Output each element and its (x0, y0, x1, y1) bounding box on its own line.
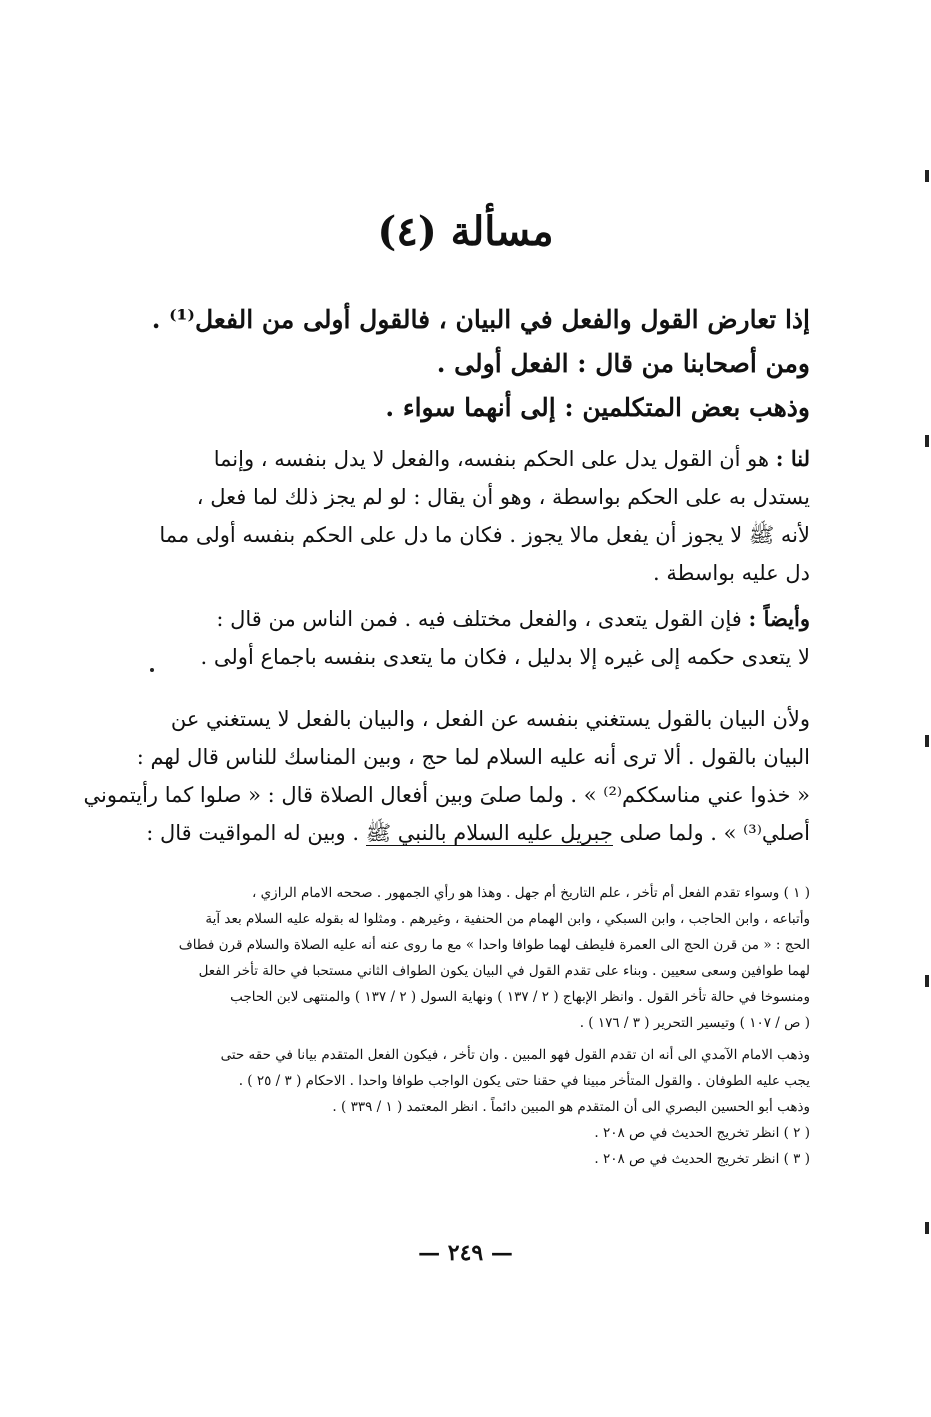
intro-line: إذا تعارض القول والفعل في البيان ، فالقول أولى من الفعل⁽¹⁾ . (151, 305, 810, 334)
footnote-line: لهما طوافين وسعى سعيين . وبناء على تقدم القول في البيان يكون الطواف الثاني مستحبا في حالة تأخر الفعل (198, 963, 810, 979)
footnotes (130, 880, 810, 1172)
intro-line: ومن أصحابنا من قال : الفعل أولى . (436, 349, 810, 378)
paragraph-lead: وأيضاً : (748, 606, 810, 631)
footnote-line: ( ١ ) وسواء تقدم الفعل أم تأخر ، علم التاريخ أم جهل . وهذا هو رأي الجمهور . صححه الامام الرازي ، (251, 885, 810, 901)
footnote-line: يجب عليه الطوفان . والقول المتأخر مبينا في حقنا حتى يكون الواجب طوافا واحدا . الاحكام ( ٣ / ٢٥ ) . (238, 1073, 810, 1089)
scan-speck (150, 668, 154, 672)
paragraph-line: البيان بالقول . ألا ترى أنه عليه السلام لما حج ، وبين المناسك للناس قال لهم : (136, 745, 810, 769)
footnote-line: ومنسوخا في حالة تأخر القول . وانظر الإبهاج ( ٢ / ١٣٧ ) ونهاية السول ( ٢ / ١٣٧ ) والمنتهى لابن الحاجب (230, 989, 810, 1005)
section-heading: مسألة (٤) (377, 208, 554, 255)
paragraph-line: ولأن البيان بالقول يستغني بنفسه عن الفعل ، والبيان بالفعل لا يستغني عن (170, 707, 810, 731)
footnote-line: وذهب الامام الآمدي الى أنه ان تقدم القول فهو المبين . وان تأخر ، فيكون الفعل المتقدم بيانا في حقه حتى (220, 1047, 810, 1063)
paragraph-1 (130, 440, 810, 592)
paragraph-line: لأنه ﷺ لا يجوز أن يفعل مالا يجوز . فكان ما دل على الحكم بنفسه أولى مما (159, 523, 810, 547)
paragraph-lead: لنا : (775, 446, 810, 471)
underlined-phrase: جبريل عليه السلام بالنبي ﷺ (365, 821, 613, 845)
scan-mark (925, 735, 929, 747)
footnote-line: وذهب أبو الحسين البصري الى أن المتقدم هو المبين دائماً . انظر المعتمد ( ١ / ٣٣٩ ) . (332, 1099, 810, 1115)
scan-mark (925, 975, 929, 987)
paragraph-line: . وبين له المواقيت قال : (146, 821, 360, 845)
scan-mark (925, 1222, 929, 1234)
intro-line: وذهب بعض المتكلمين : إلى أنهما سواء . (385, 393, 810, 422)
footnote-line: الحج : « من قرن الحج الى العمرة فليطف لهما طوافا واحدا » مع ما روى عنه أنه عليه الصلاة والسلام قرن فطاف (178, 937, 810, 953)
paragraph-line: أصلي⁽³⁾ » . ولما صلى (619, 821, 810, 845)
scan-mark (925, 170, 929, 182)
footnote-line: وأتباعه ، وابن الحاجب ، وابن السبكي ، وابن الهمام من الحنفية ، وغيرهم . ومثلوا له بقوله عليه السلام بعد آية (205, 911, 810, 927)
paragraph-2 (130, 600, 810, 676)
paragraph-line: يستدل به على الحكم بواسطة ، وهو أن يقال : لو لم يجز ذلك لما فعل ، (196, 485, 810, 509)
paragraph-line: فإن القول يتعدى ، والفعل مختلف فيه . فمن الناس من قال : (216, 607, 742, 631)
paragraph-line: دل عليه بواسطة . (653, 561, 810, 585)
intro-block (130, 300, 810, 428)
paragraph-3 (83, 700, 810, 852)
scan-mark (925, 435, 929, 447)
paragraph-line: لا يتعدى حكمه إلى غيره إلا بدليل ، فكان ما يتعدى بنفسه باجماع أولى . (200, 645, 810, 669)
footnote-line: ( ص / ١٠٧ ) وتيسير التحرير ( ٣ / ١٧٦ ) . (579, 1015, 810, 1031)
page-number: — ٢٤٩ — (418, 1240, 513, 1266)
footnote-line: ( ٣ ) انظر تخريج الحديث في ص ٢٠٨ . (594, 1151, 810, 1167)
paragraph-line: « خذوا عني مناسككم⁽²⁾ » . ولما صلىَ وبين أفعال الصلاة قال : « صلوا كما رأيتموني (83, 783, 810, 807)
paragraph-line: هو أن القول يدل على الحكم بنفسه، والفعل لا يدل بنفسه ، وإنما (213, 447, 770, 471)
footnote-line: ( ٢ ) انظر تخريج الحديث في ص ٢٠٨ . (594, 1125, 810, 1141)
